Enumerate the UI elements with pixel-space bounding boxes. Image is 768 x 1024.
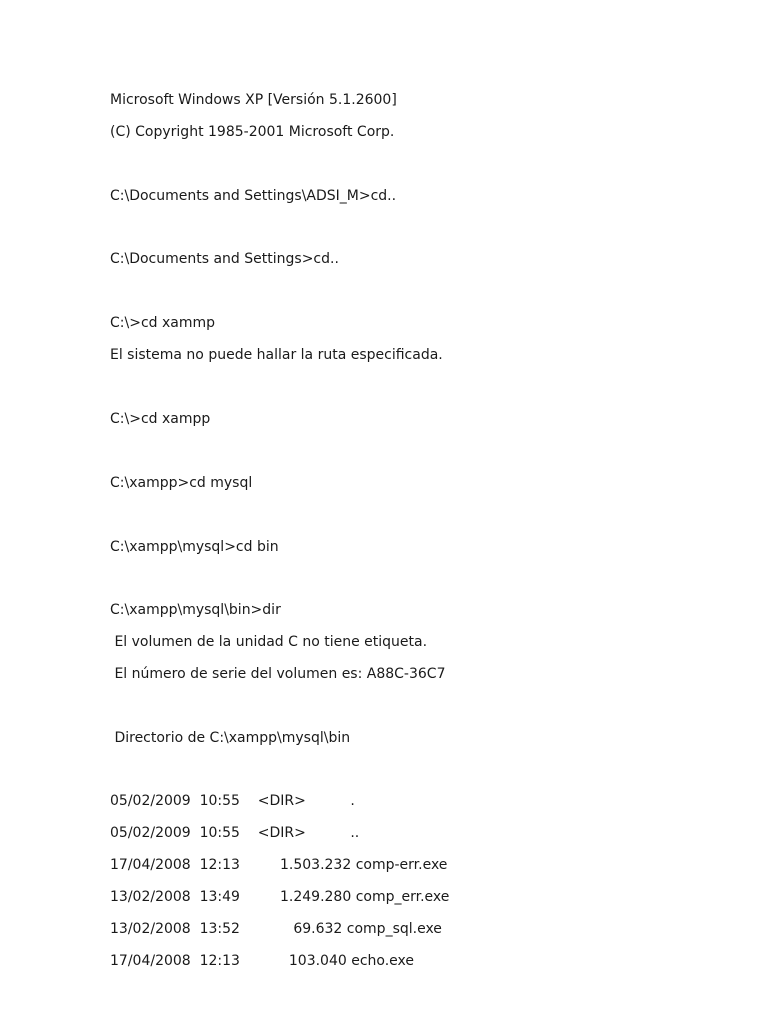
dir-entry: 17/04/2008 12:13 103.040 echo.exe bbox=[110, 953, 415, 969]
text-line: El número de serie del volumen es: A88C-36C7 bbox=[110, 666, 446, 682]
text-line: Directorio de C:\xampp\mysql\bin bbox=[110, 730, 351, 746]
text-line: C:\xampp\mysql\bin>dir bbox=[110, 602, 281, 618]
text-line: El volumen de la unidad C no tiene etiqueta. bbox=[110, 634, 428, 650]
dir-entry: 17/04/2008 12:13 1.503.232 comp-err.exe bbox=[110, 857, 448, 873]
text-line: C:\>cd xampp bbox=[110, 411, 211, 427]
text-line: C:\xampp>cd mysql bbox=[110, 475, 253, 491]
dir-entry: 13/02/2008 13:49 1.249.280 comp_err.exe bbox=[110, 889, 450, 905]
text-line: C:\>cd xammp bbox=[110, 315, 215, 331]
text-line: Microsoft Windows XP [Versión 5.1.2600] bbox=[110, 92, 397, 108]
text-line: C:\Documents and Settings>cd.. bbox=[110, 251, 339, 267]
text-line: El sistema no puede hallar la ruta especificada. bbox=[110, 347, 443, 363]
text-line: C:\Documents and Settings\ADSI_M>cd.. bbox=[110, 188, 397, 204]
dir-entry: 05/02/2009 10:55 <DIR> .. bbox=[110, 825, 360, 841]
text-line: C:\xampp\mysql>cd bin bbox=[110, 539, 279, 555]
dir-entry: 05/02/2009 10:55 <DIR> . bbox=[110, 793, 355, 809]
dir-entry: 13/02/2008 13:52 69.632 comp_sql.exe bbox=[110, 921, 442, 937]
text-line: (C) Copyright 1985-2001 Microsoft Corp. bbox=[110, 124, 395, 140]
